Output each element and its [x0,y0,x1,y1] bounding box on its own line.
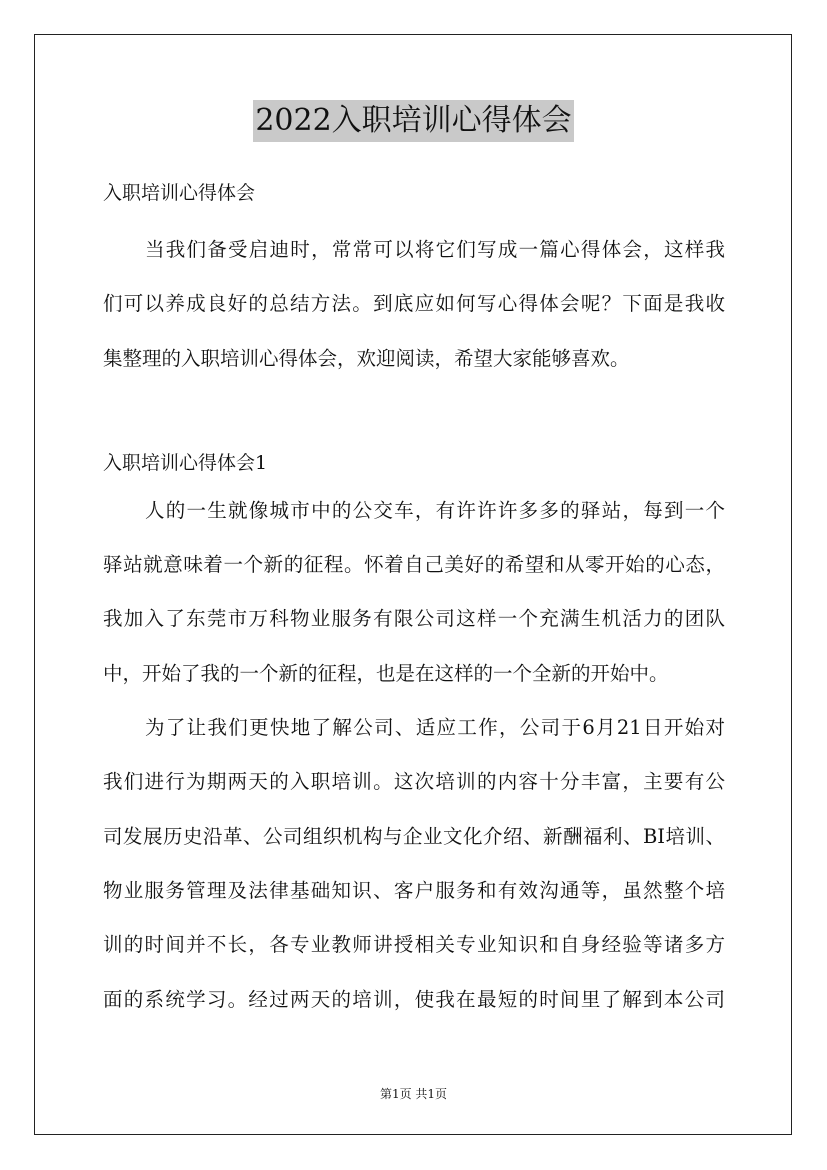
paragraph-line: 集整理的入职培训心得体会，欢迎阅读，希望大家能够喜欢。 [103,346,630,370]
intro-paragraph [103,223,725,386]
paragraph-line: 物业服务管理及法律基础知识、客户服务和有效沟通等，虽然整个培 [103,878,725,902]
paragraph-line: 司发展历史沿革、公司组织机构与企业文化介绍、新酬福利、BI培训、 [103,824,725,848]
page-footer: 第1页 共1页 [379,1087,448,1101]
title-container [0,100,827,142]
paragraph-line: 训的时间并不长，各专业教师讲授相关专业知识和自身经验等诸多方 [103,933,725,957]
document-body [103,176,725,1027]
paragraph-line: 人的一生就像城市中的公交车，有许许许多多的驿站，每到一个 [145,498,725,522]
paragraph-line: 面的系统学习。经过两天的培训，使我在最短的时间里了解到本公司 [103,987,725,1011]
section1-heading: 入职培训心得体会1 [103,451,268,474]
paragraph-line: 我加入了东莞市万科物业服务有限公司这样一个充满生机活力的团队 [103,607,725,631]
paragraph-line: 中，开始了我的一个新的征程，也是在这样的一个全新的开始中。 [103,661,669,685]
document-title: 2022入职培训心得体会 [253,100,573,142]
paragraph-line: 为了让我们更快地了解公司、适应工作，公司于6月21日开始对 [145,716,725,740]
section1-paragraph-2 [103,701,725,1027]
paragraph-line: 我们进行为期两天的入职培训。这次培训的内容十分丰富，主要有公 [103,770,725,794]
paragraph-line: 驿站就意味着一个新的征程。怀着自己美好的希望和从零开始的心态， [103,553,725,577]
intro-heading: 入职培训心得体会 [103,182,256,204]
section1-paragraph-1 [103,484,725,701]
paragraph-line: 当我们备受启迪时，常常可以将它们写成一篇心得体会，这样我 [145,238,725,261]
paragraph-line: 们可以养成良好的总结方法。到底应如何写心得体会呢？下面是我收 [103,292,725,316]
